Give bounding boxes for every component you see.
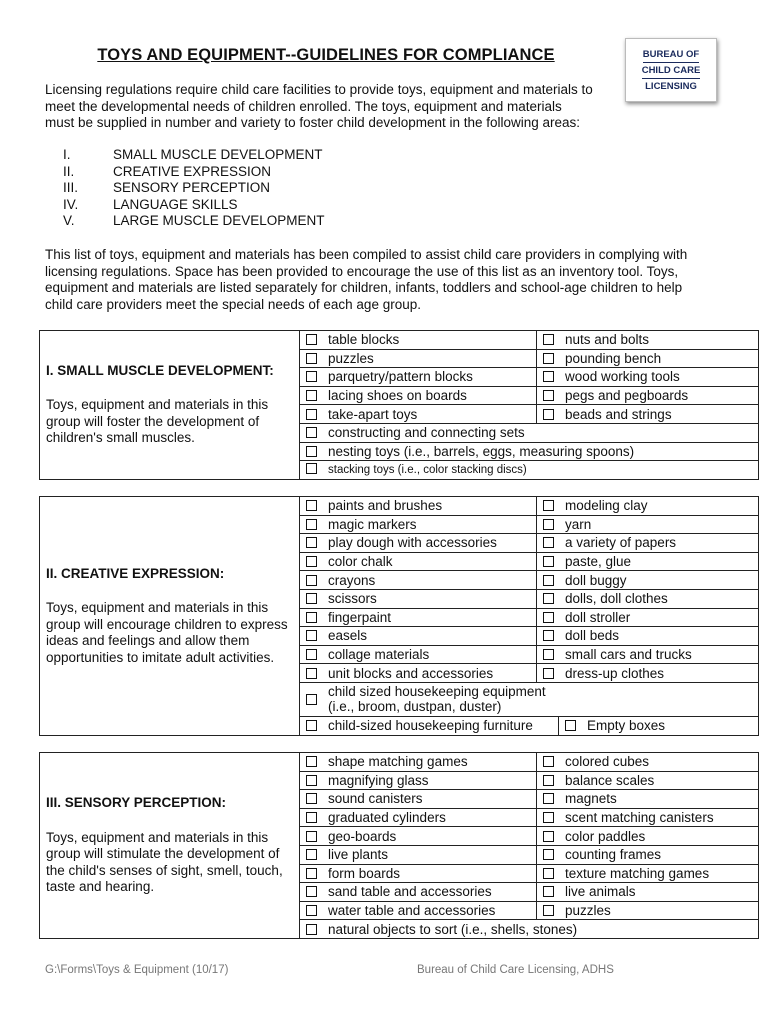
logo-line: BUREAU OF bbox=[643, 47, 699, 63]
checklist-item[interactable] bbox=[300, 589, 537, 608]
item-label: lacing shoes on boards bbox=[328, 388, 467, 404]
checklist-item[interactable] bbox=[537, 883, 759, 902]
list-number: IV. bbox=[63, 196, 79, 212]
intro-paragraph bbox=[45, 82, 725, 132]
checkbox[interactable] bbox=[543, 519, 554, 530]
checklist-item[interactable] bbox=[300, 790, 537, 809]
checklist-item[interactable] bbox=[300, 771, 537, 790]
checkbox[interactable] bbox=[543, 575, 554, 586]
checkbox[interactable] bbox=[306, 390, 317, 401]
checklist-item[interactable] bbox=[300, 645, 537, 664]
item-label: paints and brushes bbox=[328, 498, 443, 514]
checkbox[interactable] bbox=[543, 831, 554, 842]
item-label: child-sized housekeeping furniture bbox=[328, 718, 533, 734]
checkbox[interactable] bbox=[306, 924, 317, 935]
checkbox[interactable] bbox=[543, 409, 554, 420]
intro-line: Licensing regulations require child care facilities to provide toys, equipment and materials to bbox=[45, 82, 593, 97]
section-desc-line: Toys, equipment and materials in this bbox=[46, 600, 269, 616]
checkbox[interactable] bbox=[306, 668, 317, 679]
checklist-item[interactable] bbox=[537, 515, 759, 534]
section-heading: III. SENSORY PERCEPTION: bbox=[46, 795, 227, 811]
item-label: unit blocks and accessories bbox=[328, 665, 494, 681]
item-label: collage materials bbox=[328, 647, 430, 663]
section-desc-line: group will stimulate the development of bbox=[46, 846, 280, 862]
checklist-item[interactable] bbox=[537, 645, 759, 664]
section-desc-line: taste and hearing. bbox=[46, 879, 155, 895]
checkbox[interactable] bbox=[543, 668, 554, 679]
item-label: small cars and trucks bbox=[565, 647, 692, 663]
item-label: doll stroller bbox=[565, 609, 631, 625]
checkbox[interactable] bbox=[306, 649, 317, 660]
development-areas-list bbox=[63, 147, 325, 230]
checklist-item[interactable] bbox=[300, 497, 537, 516]
item-label: sound canisters bbox=[328, 791, 423, 807]
checkbox[interactable] bbox=[543, 556, 554, 567]
item-label: yarn bbox=[565, 516, 592, 532]
checkbox[interactable] bbox=[543, 775, 554, 786]
checklist-item[interactable] bbox=[537, 827, 759, 846]
checklist-item[interactable] bbox=[537, 589, 759, 608]
list-label: SMALL MUSCLE DEVELOPMENT bbox=[113, 147, 323, 162]
checklist-item[interactable] bbox=[537, 808, 759, 827]
section-desc-line: Toys, equipment and materials in this bbox=[46, 829, 269, 845]
checkbox[interactable] bbox=[306, 812, 317, 823]
item-label: paste, glue bbox=[565, 554, 632, 570]
item-label: color chalk bbox=[328, 554, 393, 570]
section-heading: II. CREATIVE EXPRESSION: bbox=[46, 565, 225, 581]
item-label: graduated cylinders bbox=[328, 810, 446, 826]
checkbox[interactable] bbox=[306, 868, 317, 879]
list-label: SENSORY PERCEPTION bbox=[113, 180, 271, 195]
section-desc-line: children's small muscles. bbox=[46, 430, 195, 446]
section-description bbox=[40, 753, 300, 939]
item-label: texture matching games bbox=[565, 865, 710, 881]
list-item bbox=[63, 197, 325, 214]
purpose-line: child care providers meet the special needs of each age group. bbox=[45, 296, 421, 312]
item-label: natural objects to sort (i.e., shells, stones) bbox=[328, 921, 578, 937]
checkbox[interactable] bbox=[543, 630, 554, 641]
checklist-item[interactable] bbox=[300, 664, 537, 683]
section-desc-line: ideas and feelings and allow them bbox=[46, 633, 250, 649]
purpose-line: equipment and materials are listed separately for children, infants, toddlers and school-age children to help bbox=[45, 280, 683, 295]
checkbox[interactable] bbox=[306, 793, 317, 804]
checklist-item[interactable] bbox=[300, 627, 537, 646]
checkbox[interactable] bbox=[306, 556, 317, 567]
item-label: a variety of papers bbox=[565, 535, 677, 551]
purpose-line: licensing regulations. Space has been provided to encourage the use of this list as an inventory tool. Toys, bbox=[45, 263, 679, 279]
checklist-item[interactable] bbox=[300, 901, 537, 920]
item-label: beads and strings bbox=[565, 406, 672, 422]
checkbox[interactable] bbox=[306, 612, 317, 623]
list-label: LANGUAGE SKILLS bbox=[113, 196, 238, 212]
checklist-item[interactable] bbox=[300, 534, 537, 553]
checklist-item[interactable] bbox=[300, 368, 537, 387]
item-label: table blocks bbox=[328, 332, 400, 348]
list-item bbox=[63, 164, 325, 181]
checklist-item[interactable] bbox=[300, 331, 537, 350]
checkbox[interactable] bbox=[543, 537, 554, 548]
checklist-item[interactable] bbox=[537, 771, 759, 790]
checkbox[interactable] bbox=[543, 593, 554, 604]
checkbox[interactable] bbox=[306, 500, 317, 511]
checklist-item[interactable] bbox=[300, 552, 537, 571]
checkbox[interactable] bbox=[306, 334, 317, 345]
section-heading: I. SMALL MUSCLE DEVELOPMENT: bbox=[46, 362, 274, 378]
section-desc-line: opportunities to imitate adult activities. bbox=[46, 649, 275, 665]
list-item bbox=[63, 147, 325, 164]
item-label: color paddles bbox=[565, 828, 646, 844]
checkbox[interactable] bbox=[543, 649, 554, 660]
section-description bbox=[40, 331, 300, 480]
checklist-item[interactable] bbox=[559, 716, 759, 735]
checklist-item[interactable] bbox=[300, 716, 559, 735]
item-label: shape matching games bbox=[328, 754, 468, 770]
checkbox[interactable] bbox=[543, 500, 554, 511]
section-desc-line: the child's senses of sight, smell, touch, bbox=[46, 862, 283, 878]
section-description bbox=[40, 497, 300, 736]
creative-expression-table bbox=[39, 496, 759, 736]
item-label: doll buggy bbox=[565, 572, 627, 588]
footer-file-path: G:\Forms\Toys & Equipment (10/17) bbox=[45, 964, 229, 976]
checkbox[interactable] bbox=[306, 694, 317, 705]
checkbox[interactable] bbox=[306, 427, 317, 438]
item-label: Empty boxes bbox=[587, 718, 666, 734]
checkbox[interactable] bbox=[306, 630, 317, 641]
item-label: fingerpaint bbox=[328, 609, 392, 625]
checkbox[interactable] bbox=[543, 390, 554, 401]
checklist-item[interactable] bbox=[537, 534, 759, 553]
item-label: colored cubes bbox=[565, 754, 650, 770]
checklist-item[interactable] bbox=[537, 627, 759, 646]
item-label: sand table and accessories bbox=[328, 884, 492, 900]
checklist-item[interactable] bbox=[537, 608, 759, 627]
checkbox[interactable] bbox=[306, 831, 317, 842]
item-label: dolls, doll clothes bbox=[565, 591, 668, 607]
item-label: pegs and pegboards bbox=[565, 388, 689, 404]
list-number: V. bbox=[63, 213, 75, 228]
item-label: puzzles bbox=[565, 903, 611, 919]
checkbox[interactable] bbox=[306, 519, 317, 530]
item-label: constructing and connecting sets bbox=[328, 425, 525, 441]
page-title: TOYS AND EQUIPMENT--GUIDELINES FOR COMPLIANCE bbox=[97, 46, 555, 64]
item-label: easels bbox=[328, 628, 368, 644]
checklist-item[interactable] bbox=[537, 368, 759, 387]
checklist-item[interactable] bbox=[537, 571, 759, 590]
item-label: scent matching canisters bbox=[565, 810, 714, 826]
checkbox[interactable] bbox=[543, 353, 554, 364]
item-label bbox=[328, 684, 546, 714]
checkbox[interactable] bbox=[306, 720, 317, 731]
checklist-item[interactable] bbox=[300, 864, 537, 883]
checklist-item[interactable] bbox=[300, 386, 537, 405]
checklist-item[interactable] bbox=[300, 405, 537, 424]
section-desc-line: Toys, equipment and materials in this bbox=[46, 397, 269, 413]
list-number: I. bbox=[63, 147, 71, 162]
checklist-item[interactable] bbox=[300, 571, 537, 590]
item-label: take-apart toys bbox=[328, 406, 418, 422]
item-label: form boards bbox=[328, 865, 401, 881]
checkbox[interactable] bbox=[306, 575, 317, 586]
checkbox[interactable] bbox=[543, 756, 554, 767]
item-label: nuts and bolts bbox=[565, 332, 650, 348]
checklist-item[interactable] bbox=[300, 442, 759, 461]
item-label: puzzles bbox=[328, 350, 374, 366]
checklist-item[interactable] bbox=[300, 515, 537, 534]
intro-line: must be supplied in number and variety to foster child development in the following areas: bbox=[45, 115, 581, 130]
checklist-item[interactable] bbox=[537, 753, 759, 772]
item-label-line: (i.e., broom, dustpan, duster) bbox=[328, 699, 502, 715]
checklist-item[interactable] bbox=[300, 920, 759, 939]
checklist-item[interactable] bbox=[300, 461, 759, 480]
checkbox[interactable] bbox=[306, 886, 317, 897]
item-label: live plants bbox=[328, 847, 389, 863]
checklist-item[interactable] bbox=[537, 552, 759, 571]
checklist-item[interactable] bbox=[300, 845, 537, 864]
logo-line: CHILD CARE bbox=[642, 63, 701, 79]
item-label: magic markers bbox=[328, 516, 417, 532]
checklist-item[interactable] bbox=[300, 808, 537, 827]
purpose-line: This list of toys, equipment and materials has been compiled to assist child care providers in complying with bbox=[45, 247, 688, 262]
checklist-item[interactable] bbox=[300, 423, 759, 442]
item-label: live animals bbox=[565, 884, 636, 900]
checklist-item[interactable] bbox=[537, 790, 759, 809]
logo-line: LICENSING bbox=[645, 80, 697, 92]
checklist-item[interactable] bbox=[537, 405, 759, 424]
checkbox[interactable] bbox=[543, 868, 554, 879]
list-number: II. bbox=[63, 163, 75, 179]
checklist-item[interactable] bbox=[537, 331, 759, 350]
item-label: play dough with accessories bbox=[328, 535, 497, 551]
checklist-item[interactable] bbox=[300, 883, 537, 902]
checkbox[interactable] bbox=[306, 371, 317, 382]
checkbox[interactable] bbox=[306, 537, 317, 548]
item-label: doll beds bbox=[565, 628, 620, 644]
checklist-item[interactable] bbox=[300, 682, 759, 716]
checkbox[interactable] bbox=[306, 463, 317, 474]
list-label: CREATIVE EXPRESSION bbox=[113, 163, 272, 179]
checklist-item[interactable] bbox=[537, 349, 759, 368]
checkbox[interactable] bbox=[306, 756, 317, 767]
section-desc-line: group will encourage children to express bbox=[46, 616, 288, 632]
item-label: magnets bbox=[565, 791, 617, 807]
item-label: nesting toys (i.e., barrels, eggs, measuring spoons) bbox=[328, 443, 635, 459]
checkbox[interactable] bbox=[543, 812, 554, 823]
item-label: pounding bench bbox=[565, 350, 662, 366]
item-label: crayons bbox=[328, 572, 376, 588]
item-label-line: child sized housekeeping equipment bbox=[328, 684, 546, 700]
checklist-item[interactable] bbox=[537, 386, 759, 405]
item-label: water table and accessories bbox=[328, 903, 496, 919]
checkbox[interactable] bbox=[543, 886, 554, 897]
item-label: dress-up clothes bbox=[565, 665, 665, 681]
item-label: modeling clay bbox=[565, 498, 648, 514]
checkbox[interactable] bbox=[306, 849, 317, 860]
checklist-item[interactable] bbox=[300, 827, 537, 846]
checkbox[interactable] bbox=[543, 334, 554, 345]
checklist-item[interactable] bbox=[537, 901, 759, 920]
item-label: balance scales bbox=[565, 772, 655, 788]
list-number: III. bbox=[63, 180, 79, 195]
list-item bbox=[63, 180, 325, 197]
checkbox[interactable] bbox=[543, 793, 554, 804]
item-label: stacking toys (i.e., color stacking discs) bbox=[328, 464, 527, 477]
checklist-item[interactable] bbox=[300, 349, 537, 368]
checkbox[interactable] bbox=[306, 775, 317, 786]
intro-line: meet the developmental needs of children enrolled. The toys, equipment and materials bbox=[45, 98, 562, 114]
item-label: wood working tools bbox=[565, 369, 680, 385]
checkbox[interactable] bbox=[306, 446, 317, 457]
checkbox[interactable] bbox=[306, 593, 317, 604]
item-label: magnifying glass bbox=[328, 772, 429, 788]
checklist-item[interactable] bbox=[537, 497, 759, 516]
list-item bbox=[63, 213, 325, 230]
footer-agency: Bureau of Child Care Licensing, ADHS bbox=[417, 964, 614, 976]
checklist-item[interactable] bbox=[537, 864, 759, 883]
list-label: LARGE MUSCLE DEVELOPMENT bbox=[113, 213, 325, 228]
checkbox[interactable] bbox=[543, 612, 554, 623]
checklist-item[interactable] bbox=[537, 845, 759, 864]
checklist-item[interactable] bbox=[537, 664, 759, 683]
checklist-item[interactable] bbox=[300, 753, 537, 772]
sensory-perception-table bbox=[39, 752, 759, 939]
item-label: parquetry/pattern blocks bbox=[328, 369, 473, 385]
checkbox[interactable] bbox=[543, 905, 554, 916]
checkbox[interactable] bbox=[306, 353, 317, 364]
item-label: counting frames bbox=[565, 847, 662, 863]
item-label: geo-boards bbox=[328, 828, 397, 844]
section-desc-line: group will foster the development of bbox=[46, 413, 260, 429]
item-label: scissors bbox=[328, 591, 377, 607]
checklist-item[interactable] bbox=[300, 608, 537, 627]
checkbox[interactable] bbox=[306, 409, 317, 420]
checkbox[interactable] bbox=[543, 849, 554, 860]
small-muscle-table bbox=[39, 330, 759, 480]
checkbox[interactable] bbox=[543, 371, 554, 382]
checkbox[interactable] bbox=[565, 720, 576, 731]
purpose-paragraph bbox=[45, 247, 725, 313]
checkbox[interactable] bbox=[306, 905, 317, 916]
